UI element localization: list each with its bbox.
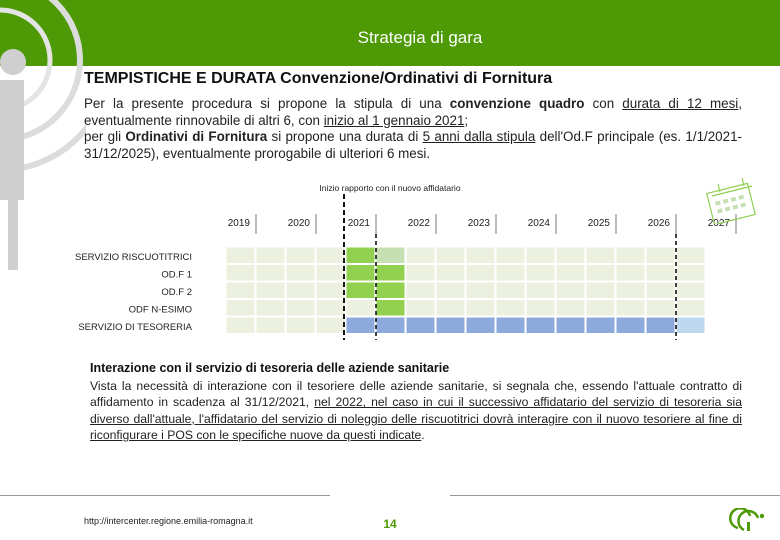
gantt-cell: [346, 247, 375, 264]
gantt-cell: [316, 317, 345, 334]
gantt-cell: [586, 317, 615, 334]
row-label: ODF N-ESIMO: [128, 304, 192, 316]
footer-divider: [0, 495, 330, 496]
gantt-cell: [616, 317, 645, 334]
year-label: 2024: [527, 218, 550, 229]
gantt-cell: [496, 282, 525, 299]
gantt-cell: [676, 300, 705, 317]
gantt-cell: [466, 265, 495, 282]
gantt-cell: [466, 300, 495, 317]
gantt-cell: [256, 300, 285, 317]
gantt-cell: [526, 317, 555, 334]
gantt-cell: [376, 247, 405, 264]
gantt-cell: [376, 282, 405, 299]
gantt-cell: [466, 282, 495, 299]
gantt-cell: [256, 317, 285, 334]
gantt-cell: [646, 300, 675, 317]
gantt-cell: [376, 300, 405, 317]
calendar-icon: [706, 176, 758, 224]
gantt-cell: [436, 247, 465, 264]
gantt-cell: [616, 282, 645, 299]
gantt-cell: [436, 265, 465, 282]
gantt-cell: [346, 317, 375, 334]
gantt-cell: [286, 300, 315, 317]
row-label: OD.F 1: [161, 269, 192, 281]
gantt-cell: [616, 300, 645, 317]
footer-divider: [450, 495, 780, 496]
year-label: 2019: [227, 218, 250, 229]
gantt-cell: [496, 300, 525, 317]
gantt-cell: [406, 317, 435, 334]
gantt-cell: [526, 265, 555, 282]
gantt-cell: [526, 282, 555, 299]
gantt-cell: [556, 265, 585, 282]
gantt-cell: [556, 300, 585, 317]
footer-url[interactable]: http://intercenter.regione.emilia-romagna.it: [84, 516, 253, 526]
gantt-cell: [466, 247, 495, 264]
gantt-cell: [586, 265, 615, 282]
gantt-cell: [676, 247, 705, 264]
gantt-cell: [556, 317, 585, 334]
gantt-cell: [436, 317, 465, 334]
year-label: 2020: [287, 218, 310, 229]
intro-paragraph: Per la presente procedura si propone la stipula di una convenzione quadro con durata di 12 mesi, eventualmente rinnovabile di altri 6, con inizio al 1 gennaio 2021; per gli Ordinativi di Fornitura si propone una durata di 5 anni dalla stipula dell'Od.F principale (es. 1/1/2021-31/12/2025), eventualmente prorogabile di ulteriori 6 mesi.: [84, 96, 743, 161]
gantt-cell: [226, 300, 255, 317]
gantt-cell: [526, 300, 555, 317]
gantt-cell: [436, 300, 465, 317]
year-label: 2023: [467, 218, 490, 229]
gantt-cell: [316, 300, 345, 317]
section-title: TEMPISTICHE E DURATA Convenzione/Ordinativi di Fornitura: [84, 70, 553, 87]
page-title: Strategia di gara: [357, 28, 483, 47]
gantt-cell: [466, 317, 495, 334]
gantt-cell: [226, 265, 255, 282]
year-label: 2025: [587, 218, 610, 229]
gantt-cell: [646, 247, 675, 264]
gantt-cell: [346, 282, 375, 299]
gantt-cell: [586, 300, 615, 317]
gantt-cell: [316, 282, 345, 299]
gantt-cell: [406, 247, 435, 264]
gantt-cell: [616, 247, 645, 264]
gantt-cell: [256, 282, 285, 299]
year-label: 2022: [407, 218, 430, 229]
row-label: SERVIZIO DI TESORERIA: [78, 322, 192, 333]
gantt-cell: [676, 282, 705, 299]
gantt-cell: [436, 282, 465, 299]
gantt-cell: [616, 265, 645, 282]
year-label: 2021: [347, 218, 370, 229]
gantt-cell: [256, 265, 285, 282]
gantt-cell: [226, 282, 255, 299]
gantt-cell: [406, 300, 435, 317]
gantt-cell: [256, 247, 285, 264]
gantt-cell: [526, 247, 555, 264]
gantt-cell: [226, 317, 255, 334]
gantt-cell: [226, 247, 255, 264]
gantt-cell: [646, 265, 675, 282]
gantt-cell: [496, 317, 525, 334]
gantt-cell: [286, 265, 315, 282]
gantt-cell: [586, 247, 615, 264]
gantt-cell: [316, 265, 345, 282]
gantt-cell: [556, 247, 585, 264]
year-label: 2026: [647, 218, 670, 229]
gantt-cell: [496, 265, 525, 282]
gantt-cell: [406, 265, 435, 282]
gantt-cell: [346, 300, 375, 317]
gantt-cell: [676, 265, 705, 282]
row-label: OD.F 2: [161, 287, 192, 298]
gantt-cell: [496, 247, 525, 264]
row-label: SERVIZIO RISCUOTITRICI: [74, 252, 192, 263]
gantt-cell: [346, 265, 375, 282]
gantt-cell: [406, 282, 435, 299]
gantt-cell: [646, 282, 675, 299]
gantt-cell: [286, 282, 315, 299]
tesoreria-paragraph: Vista la necessità di interazione con il tesoriere delle aziende sanitarie, si segnala che, essendo l'attuale contratto di affidamento in scadenza al 31/12/2021, nel 2022, nel caso in cui il successivo affidatario del servizio di tesoreria sia diverso dall'attuale, l'affidatario del servizio di noleggio delle riscuotitrici dovrà interagire con il nuovo tesoriere al fine di riconfigurare i POS con le specifiche nuove da questi indicate.: [90, 379, 742, 443]
gantt-cell: [286, 317, 315, 334]
gantt-cell: [556, 282, 585, 299]
gantt-cell: [316, 247, 345, 264]
gantt-cell: [376, 317, 405, 334]
gantt-cell: [646, 317, 675, 334]
gantt-cell: [376, 265, 405, 282]
gantt-cell: [286, 247, 315, 264]
start-note: Inizio rapporto con il nuovo affidatario: [319, 183, 461, 193]
gantt-cell: [676, 317, 705, 334]
tesoreria-title: Interazione con il servizio di tesoreria delle aziende sanitarie: [90, 361, 450, 375]
page-number: 14: [383, 517, 397, 531]
intercenter-logo-icon: [724, 508, 774, 536]
gantt-cell: [586, 282, 615, 299]
year-label: 2027: [707, 218, 730, 229]
